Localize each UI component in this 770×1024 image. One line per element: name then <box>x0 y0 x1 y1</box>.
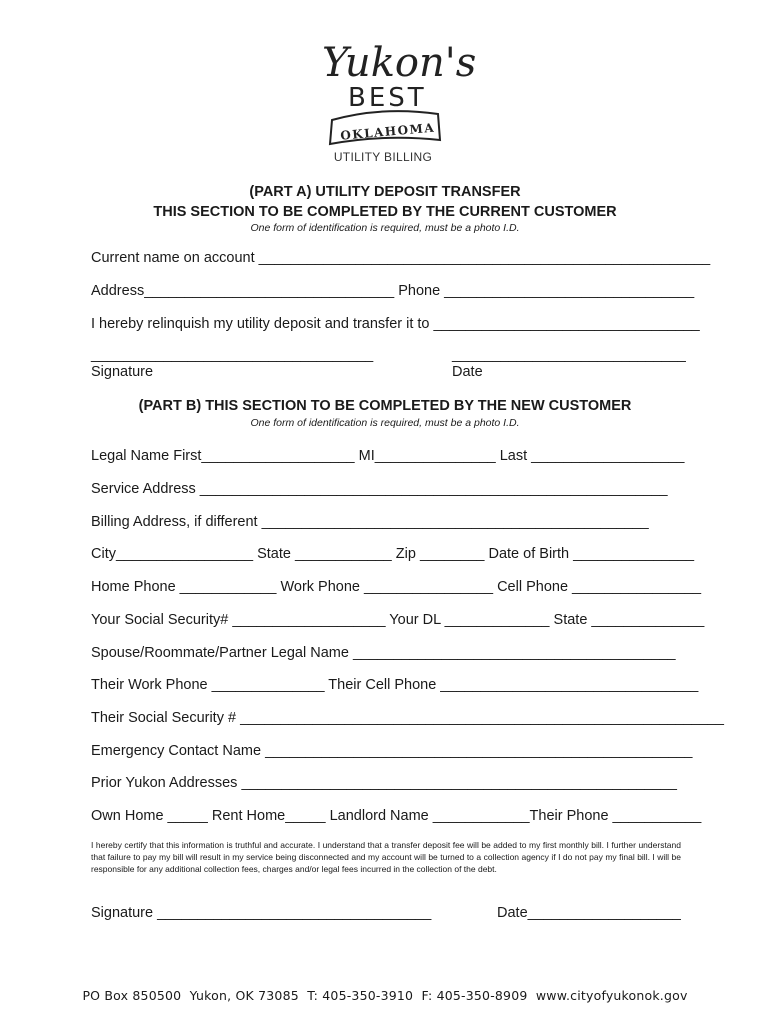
ssn-dl-field[interactable]: Your Social Security# ___________________ Your DL _____________ State ______________ <box>91 612 705 628</box>
part-a-subtitle: THIS SECTION TO BE COMPLETED BY THE CURRENT CUSTOMER <box>153 204 617 220</box>
legal-name-field[interactable]: Legal Name First___________________ MI_______________ Last ___________________ <box>91 448 685 464</box>
their-ssn-field[interactable]: Their Social Security # ____________________________________________________________ <box>91 710 724 726</box>
their-phones-field[interactable]: Their Work Phone ______________ Their Cell Phone ________________________________ <box>91 677 699 693</box>
part-b-date-field[interactable]: Date___________________ <box>497 905 681 921</box>
part-a-id-note: One form of identification is required, must be a photo I.D. <box>250 222 520 234</box>
logo-best-word: BEST <box>348 83 427 113</box>
address-phone-field[interactable]: Address_______________________________ Phone _______________________________ <box>91 283 695 299</box>
part-b-signature-field[interactable]: Signature __________________________________ <box>91 905 432 921</box>
footer-contact: PO Box 850500 Yukon, OK 73085 T: 405-350-3910 F: 405-350-8909 www.cityofyukonok.gov <box>82 988 688 1003</box>
current-name-field[interactable]: Current name on account ________________________________________________________ <box>91 250 711 266</box>
city-state-zip-dob-field[interactable]: City_________________ State ____________ Zip ________ Date of Birth _______________ <box>91 546 695 562</box>
part-a-title: (PART A) UTILITY DEPOSIT TRANSFER <box>249 184 521 200</box>
logo-script-word: Yukon's <box>322 40 477 86</box>
housing-landlord-field[interactable]: Own Home _____ Rent Home_____ Landlord Name ____________Their Phone ___________ <box>91 808 702 824</box>
service-address-field[interactable]: Service Address __________________________________________________________ <box>91 481 668 497</box>
spouse-name-field[interactable]: Spouse/Roommate/Partner Legal Name ________________________________________ <box>91 645 676 661</box>
logo-badge-word: OKLAHOMA <box>339 120 436 143</box>
part-a-signature-blank[interactable]: ___________________________________ <box>91 347 374 363</box>
emergency-contact-field[interactable]: Emergency Contact Name _____________________________________________________ <box>91 743 693 759</box>
billing-address-field[interactable]: Billing Address, if different ________________________________________________ <box>91 514 649 530</box>
yukons-best-logo <box>318 40 477 168</box>
part-a-date-blank[interactable]: _____________________________ <box>452 347 686 363</box>
part-a-date-label: Date <box>452 364 483 380</box>
part-b-id-note: One form of identification is required, must be a photo I.D. <box>250 417 520 429</box>
logo-graphic <box>318 40 477 146</box>
part-b-title: (PART B) THIS SECTION TO BE COMPLETED BY THE NEW CUSTOMER <box>138 398 632 414</box>
certification-text: I hereby certify that this information is truthful and accurate. I understand that a transfer deposit fee will be added to my first monthly bill. I further understand that failure to pay my bill will result in my service being disconnected and my account will be turned to a collection agency if I do not pay my final bill. I will be responsible for any additional collection fees, charges and/or legal fees incurred in the collection of the debt. <box>91 840 681 874</box>
logo-caption: UTILITY BILLING <box>333 150 433 164</box>
part-a-signature-label: Signature <box>91 364 154 380</box>
prior-addresses-field[interactable]: Prior Yukon Addresses ______________________________________________________ <box>91 775 677 791</box>
phones-field[interactable]: Home Phone ____________ Work Phone ________________ Cell Phone ________________ <box>91 579 702 595</box>
relinquish-transfer-field[interactable]: I hereby relinquish my utility deposit and transfer it to _________________________________ <box>91 316 700 332</box>
